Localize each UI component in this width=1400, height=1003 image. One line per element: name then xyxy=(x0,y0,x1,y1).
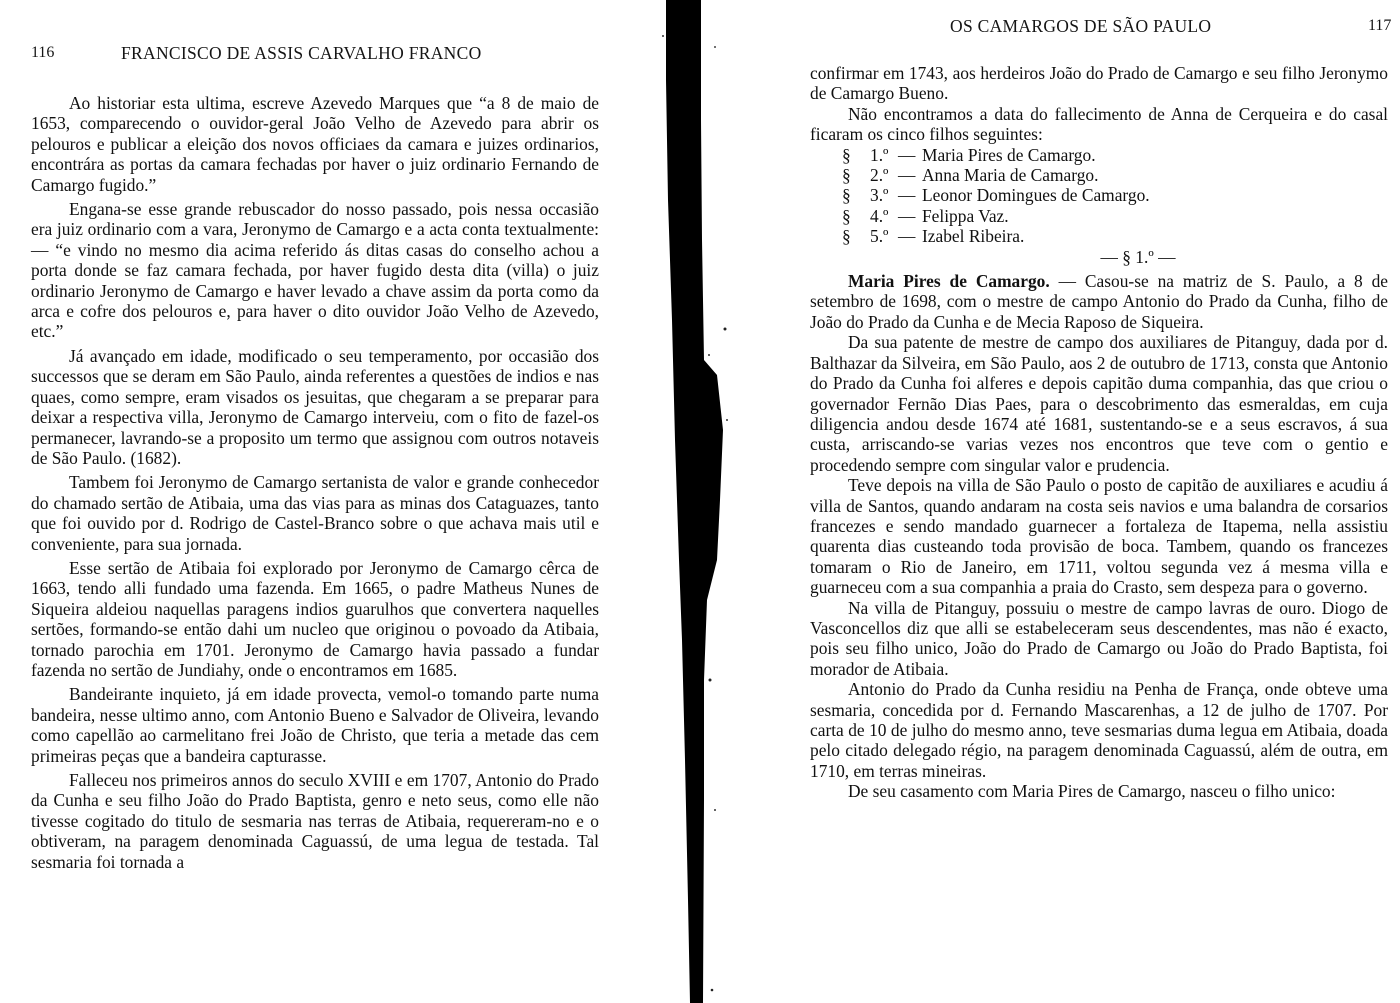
child-name: Izabel Ribeira. xyxy=(922,226,1025,247)
body-text xyxy=(810,63,1388,802)
section-heading: — § 1.º — xyxy=(1100,246,1176,267)
children-list xyxy=(810,145,1388,247)
paragraph: Ao historiar esta ultima, escreve Azevedo Marques que “a 8 de maio de 1653, comparecendo o ouvidor-geral João Velho de Azevedo para abrir os pelouros e publicar a eleição dos novos officiaes da camara e juizes ordinarios, encontrára as portas da camara fechadas por haver o juiz ordinario Fernando de Camargo fugido.” xyxy=(31,93,599,195)
em-dash: — xyxy=(898,226,916,247)
section-sign: § xyxy=(842,205,851,226)
entry-name: Maria Pires de Camargo. xyxy=(848,271,1050,292)
paragraph: Já avançado em idade, modificado o seu temperamento, por occasião dos successos que se deram em São Paulo, ainda referentes a questões de indios e nas quaes, como sempre, eram visados os jesuitas, que chegaram a se preparar para deixar a respectiva villa, Jeronymo de Camargo interveiu, com o fito de fazel-os permanecer, lavrando-se a proposito um termo que assignou com outros notaveis de São Paulo. (1682). xyxy=(31,345,599,468)
em-dash: — xyxy=(898,165,916,186)
page-number: 117 xyxy=(1368,17,1392,34)
right-page xyxy=(705,0,1400,1003)
intro-paragraph: Não encontramos a data do fallecimento de Anna de Cerqueira e do casal ficaram os cinco filhos seguintes: xyxy=(810,103,1388,145)
paragraph: Antonio do Prado da Cunha residiu na Penha de França, onde obteve uma sesmaria, concedida por d. Fernando Mascarenhas, a 12 de julho de 1707. Por carta de 10 de julho do mesmo anno, teve sesmarias duma legua em Atibaia, doada pelo citado delegado régio, na paragem denominada Caguassú, além de outra, em 1710, em terras mineiras. xyxy=(810,679,1388,781)
section-sign: § xyxy=(842,144,851,165)
entry-paragraph xyxy=(810,271,1388,332)
child-ordinal: 1.º xyxy=(870,144,889,165)
child-item xyxy=(810,165,1388,185)
running-head: OS CAMARGOS DE SÃO PAULO xyxy=(950,16,1212,36)
child-ordinal: 5.º xyxy=(870,226,889,247)
paragraph: Tambem foi Jeronymo de Camargo sertanista de valor e grande conhecedor do chamado sertão de Atibaia, uma das vias para as minas dos Cataguazes, tanto que foi ouvido por d. Rodrigo de Castel-Branco sobre o que achava mais util e conveniente, para sua jornada. xyxy=(31,472,599,554)
entry-text: — Casou-se na matriz de S. Paulo, a 8 de setembro de 1698, com o mestre de campo Antonio do Prado da Cunha, filho de João do Prado da Cunha e de Mecia Raposo de Siqueira. xyxy=(810,271,1388,332)
paragraph: Esse sertão de Atibaia foi explorado por Jeronymo de Camargo cêrca de 1663, tendo alli fundado uma fazenda. Em 1665, o padre Matheus Nunes de Siqueira aldeiou naquellas paragens indios guarulhos que convertera naquelles sertões, formando-se então dahi um nucleo que originou o povoado da Atibaia, tornado parochia em 1701. Jeronymo de Camargo havia passado a fundar fazenda no sertão de Jundiahy, onde o encontramos em 1685. xyxy=(31,557,599,680)
section-sign: § xyxy=(842,165,851,186)
paragraph: Teve depois na villa de São Paulo o posto de capitão de auxiliares e acudiu á villa de Santos, quando andaram na costa seis navios e uma balandra de corsarios francezes e sendo mandado guarnecer a fortaleza de Itapema, nella assistiu quarenta dias custeando toda provisão de boca. Tambem, quando os francezes tomaram o Rio de Janeiro, em 1711, voltou segunda vez á mesma villa e guarneceu com a sua companhia a praia do Crasto, sem despeza para o governo. xyxy=(810,475,1388,598)
paragraph: Da sua patente de mestre de campo dos auxiliares de Pitanguy, dada por d. Balthazar da Silveira, em São Paulo, aos 2 de outubro de 1713, consta que Antonio do Prado da Cunha foi alferes e depois capitão duma companhia, das que criou o governador Fernão Dias Paes, para o descobrimento das esmeraldas, em cuja diligencia andou desde 1674 até 1681, sustentando-se e a seus escravos, á sua custa, arriscando-se varias vezes nos encontros que teve com o gentio e procedendo sempre com singular valor e prudencia. xyxy=(810,332,1388,475)
page-number: 116 xyxy=(31,44,55,61)
child-ordinal: 3.º xyxy=(870,185,889,206)
child-ordinal: 2.º xyxy=(870,165,889,186)
paragraph: De seu casamento com Maria Pires de Camargo, nasceu o filho unico: xyxy=(848,781,1336,802)
running-head: FRANCISCO DE ASSIS CARVALHO FRANCO xyxy=(121,43,482,63)
paragraph: Na villa de Pitanguy, possuiu o mestre de campo lavras de ouro. Diogo de Vasconcellos diz que alli se estabeleceram seus descendentes, mas não é exacto, pois seu filho unico, João do Prado de Camargo ou João do Prado Baptista, foi morador de Atibaia. xyxy=(810,597,1388,679)
paragraph: Engana-se esse grande rebuscador do nosso passado, pois nessa occasião era juiz ordinario com a vara, Jeronymo de Camargo e a acta conta textualmente: — “e vindo no mesmo dia acima referido ás ditas casas do conselho achou a porta donde se faz camara fechada, por haver fugido desta dita (villa) o juiz ordinario Jeronymo de Camargo e haver levado a chave assim da porta como da arca e cofre dos pelouros e, para haver o dito ouvidor João Velho de Azevedo, etc.” xyxy=(31,199,599,342)
child-item xyxy=(810,185,1388,205)
child-item xyxy=(810,226,1388,246)
left-page xyxy=(0,0,660,1003)
child-item xyxy=(810,206,1388,226)
paragraph: Falleceu nos primeiros annos do seculo XVIII e em 1707, Antonio do Prado da Cunha e seu filho João do Prado Baptista, genro e neto seus, como elle não tivesse cogitado do titulo de sesmaria nas terras de Atibaia, requereram-no e o obtiveram, na paragem denominada Caguassú, de uma legua de testada. Tal sesmaria foi tornada a xyxy=(31,770,599,872)
continuation-paragraph: confirmar em 1743, aos herdeiros João do Prado de Camargo e seu filho Jeronymo de Camargo Bueno. xyxy=(810,63,1388,104)
child-name: Felippa Vaz. xyxy=(922,205,1009,226)
paragraph: Bandeirante inquieto, já em idade provecta, vemol-o tomando parte numa bandeira, nesse ultimo anno, com Antonio Bueno e Salvador de Oliveira, levando como capellão ao carmelitano frei João de Christo, que teria a metade das cem primeiras peças que a bandeira capturasse. xyxy=(31,684,599,766)
em-dash: — xyxy=(898,185,916,206)
child-name: Leonor Domingues de Camargo. xyxy=(922,185,1150,206)
section-sign: § xyxy=(842,226,851,247)
em-dash: — xyxy=(898,144,916,165)
child-name: Maria Pires de Camargo. xyxy=(922,144,1096,165)
child-ordinal: 4.º xyxy=(870,205,889,226)
em-dash: — xyxy=(898,205,916,226)
child-name: Anna Maria de Camargo. xyxy=(922,165,1099,186)
child-item xyxy=(810,145,1388,165)
body-text xyxy=(31,93,599,872)
section-sign: § xyxy=(842,185,851,206)
